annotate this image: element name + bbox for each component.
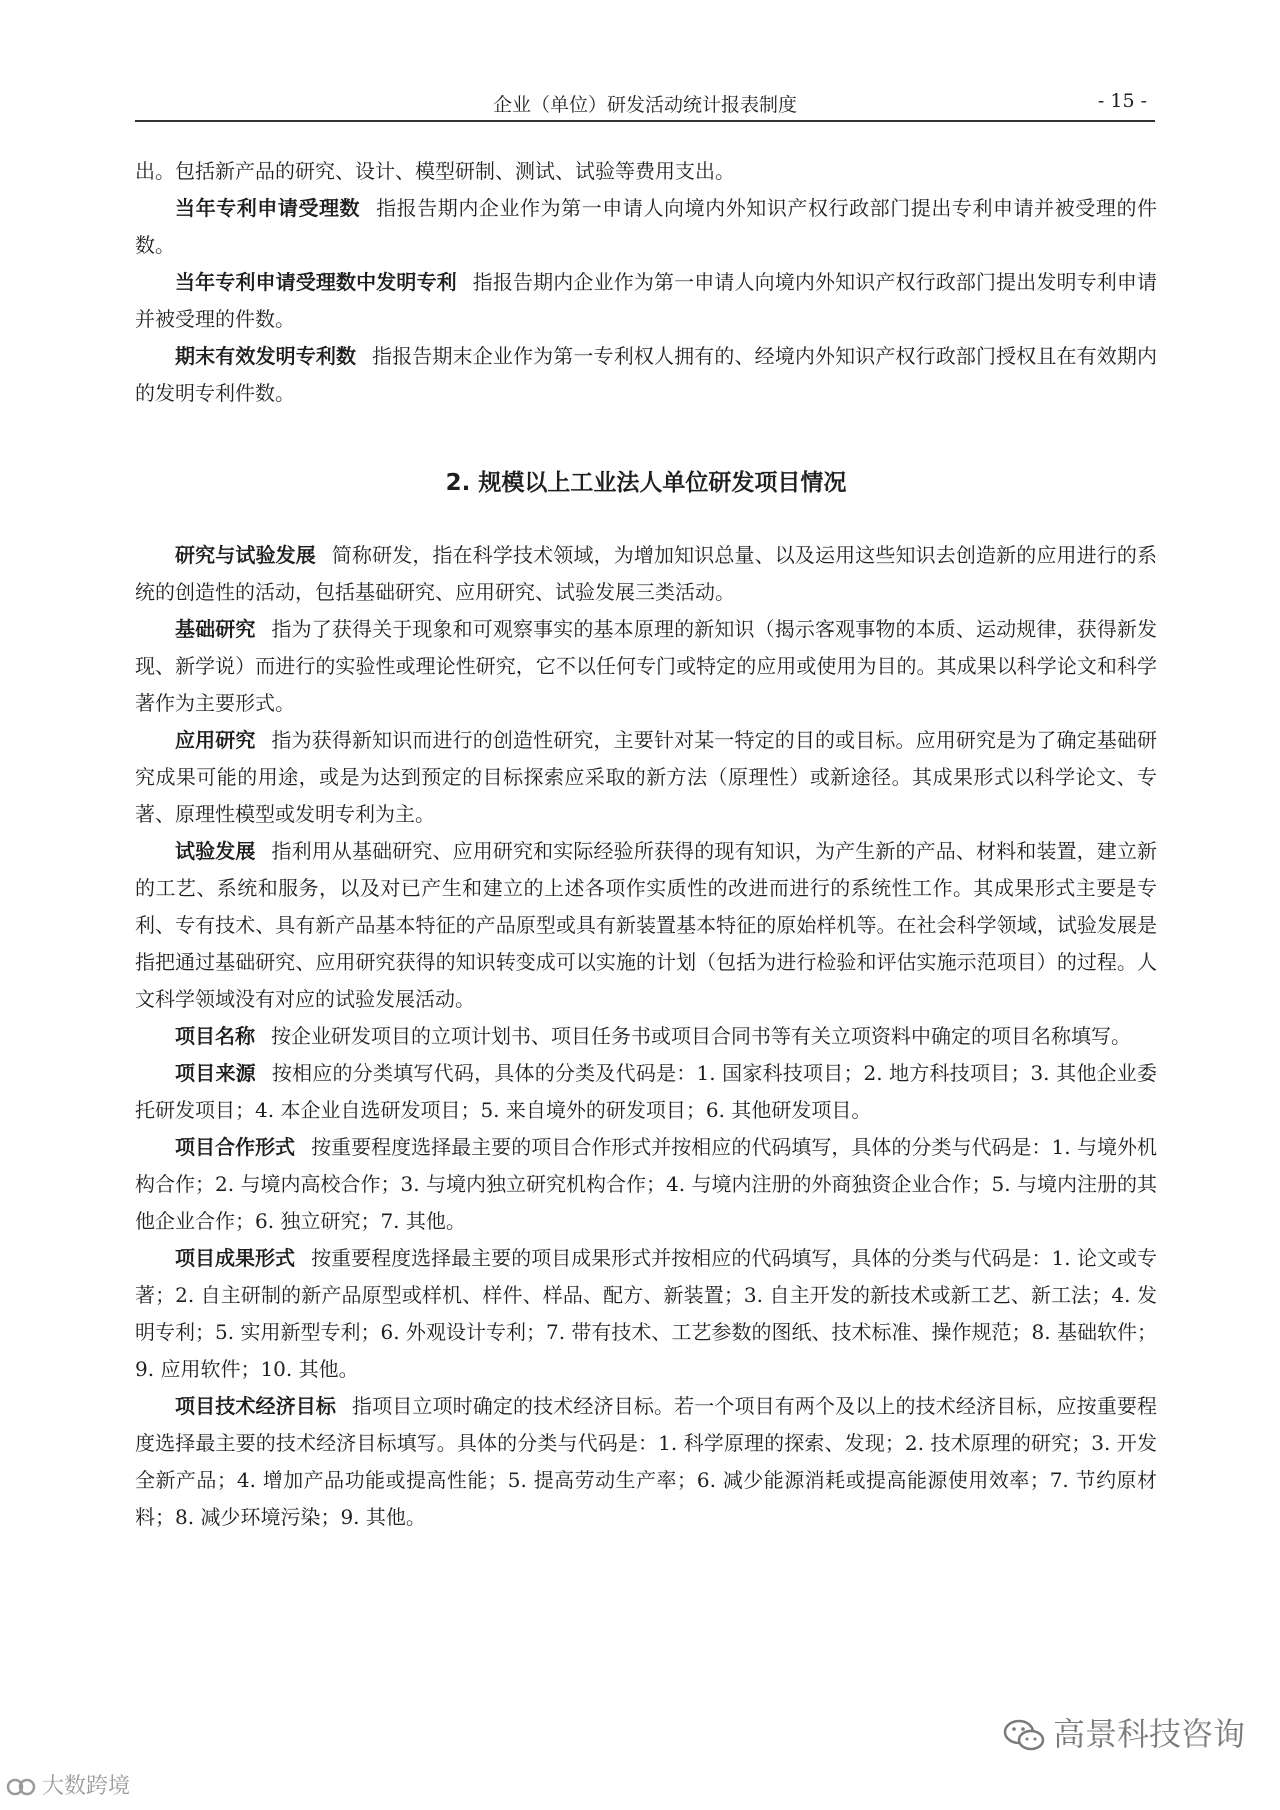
definition-text: 指为获得新知识而进行的创造性研究，主要针对某一特定的目的或目标。应用研究是为了确定基础研究成果可能的用途，或是为达到预定的目标探索应采取的新方法（原理性）或新途径。其成果形式以科学论文、专著、原理性模型或发明专利为主。 (135, 728, 1158, 826)
definition-paragraph (135, 264, 1157, 338)
definition-term: 项目技术经济目标 (175, 1394, 337, 1418)
section-heading: 2. 规模以上工业法人单位研发项目情况 (445, 470, 847, 496)
definition-paragraph (135, 537, 1157, 611)
watermark-left (6, 1769, 130, 1800)
definition-paragraph (135, 1018, 1157, 1055)
definition-text: 指项目立项时确定的技术经济目标。若一个项目有两个及以上的技术经济目标，应按重要程度选择最主要的技术经济目标填写。具体的分类与代码是：1. 科学原理的探索、发现；2. 技术原理的研究；3. 开发全新产品；4. 增加产品功能或提高性能；5. 提高劳动生产率；6. 减少能源消耗或提高能源使用效率；7. 节约原材料；8. 减少环境污染；9. 其他。 (135, 1394, 1158, 1529)
watermark-right-text: 高景科技咨询 (1052, 1715, 1245, 1753)
definition-paragraph (135, 1055, 1157, 1129)
definition-text: 按重要程度选择最主要的项目成果形式并按相应的代码填写，具体的分类与代码是：1. 论文或专著；2. 自主研制的新产品原型或样机、样件、样品、配方、新装置；3. 自主开发的新技术或新工艺、新工法；4. 发明专利；5. 实用新型专利；6. 外观设计专利；7. 带有技术、工艺参数的图纸、技术标准、操作规范；8. 基础软件；9. 应用软件；10. 其他。 (135, 1246, 1157, 1381)
definition-term: 项目成果形式 (175, 1246, 296, 1270)
definition-paragraph (135, 1388, 1157, 1536)
definition-paragraph (135, 338, 1157, 412)
definition-text: 指报告期内企业作为第一申请人向境内外知识产权行政部门提出发明专利申请并被受理的件数。 (135, 270, 1158, 331)
definition-term: 项目合作形式 (175, 1135, 296, 1159)
definition-paragraph (135, 1129, 1157, 1240)
definition-term: 当年专利申请受理数中发明专利 (175, 270, 457, 294)
document-body (135, 153, 1157, 1536)
definition-paragraph (135, 833, 1157, 1018)
definition-term: 试验发展 (175, 839, 256, 863)
page-number: - 15 - (1097, 90, 1147, 112)
continued-paragraph: 出。包括新产品的研究、设计、模型研制、测试、试验等费用支出。 (135, 159, 735, 183)
watermark-left-text: 大数跨境 (42, 1774, 131, 1799)
definition-term: 研究与试验发展 (175, 543, 316, 567)
page-header (135, 88, 1155, 122)
definition-term: 当年专利申请受理数 (175, 196, 361, 220)
brand-logo-icon (6, 1776, 36, 1798)
definition-text: 按重要程度选择最主要的项目合作形式并按相应的代码填写，具体的分类与代码是：1. 与境外机构合作；2. 与境内高校合作；3. 与境内独立研究机构合作；4. 与境内注册的外商独资企业合作；5. 与境内注册的其他企业合作；6. 独立研究；7. 其他。 (135, 1135, 1157, 1233)
wechat-icon (1003, 1719, 1045, 1753)
definition-text: 指为了获得关于现象和可观察事实的基本原理的新知识（揭示客观事物的本质、运动规律，获得新发现、新学说）而进行的实验性或理论性研究，它不以任何专门或特定的应用或使用为目的。其成果以科学论文和科学著作为主要形式。 (135, 617, 1158, 715)
definition-term: 期末有效发明专利数 (175, 344, 357, 368)
definition-text: 按企业研发项目的立项计划书、项目任务书或项目合同书等有关立项资料中确定的项目名称填写。 (271, 1024, 1131, 1048)
definition-text: 指报告期末企业作为第一专利权人拥有的、经境内外知识产权行政部门授权且在有效期内的发明专利件数。 (135, 344, 1158, 405)
definition-paragraph (135, 722, 1157, 833)
definition-term: 应用研究 (175, 728, 256, 752)
definition-paragraph (135, 1240, 1157, 1388)
definition-term: 项目名称 (175, 1024, 255, 1048)
definition-term: 项目来源 (175, 1061, 256, 1085)
definition-term: 基础研究 (175, 617, 256, 641)
definition-text: 按相应的分类填写代码，具体的分类及代码是：1. 国家科技项目；2. 地方科技项目；3. 其他企业委托研发项目；4. 本企业自选研发项目；5. 来自境外的研发项目；6. 其他研发项目。 (135, 1061, 1158, 1122)
definition-paragraph (135, 190, 1157, 264)
header-title: 企业（单位）研发活动统计报表制度 (492, 94, 797, 116)
definition-text: 简称研发，指在科学技术领域，为增加知识总量、以及运用这些知识去创造新的应用进行的系统的创造性的活动，包括基础研究、应用研究、试验发展三类活动。 (135, 543, 1158, 604)
definition-paragraph (135, 611, 1157, 722)
definition-text: 指报告期内企业作为第一申请人向境内外知识产权行政部门提出专利申请并被受理的件数。 (135, 196, 1158, 257)
definition-text: 指利用从基础研究、应用研究和实际经验所获得的现有知识，为产生新的产品、材料和装置，建立新的工艺、系统和服务，以及对已产生和建立的上述各项作实质性的改进而进行的系统性工作。其成果形式主要是专利、专有技术、具有新产品基本特征的产品原型或具有新装置基本特征的原始样机等。在社会科学领域，试验发展是指把通过基础研究、应用研究获得的知识转变成可以实施的计划（包括为进行检验和评估实施示范项目）的过程。人文科学领域没有对应的试验发展活动。 (135, 839, 1158, 1011)
watermark-right (1003, 1709, 1245, 1755)
